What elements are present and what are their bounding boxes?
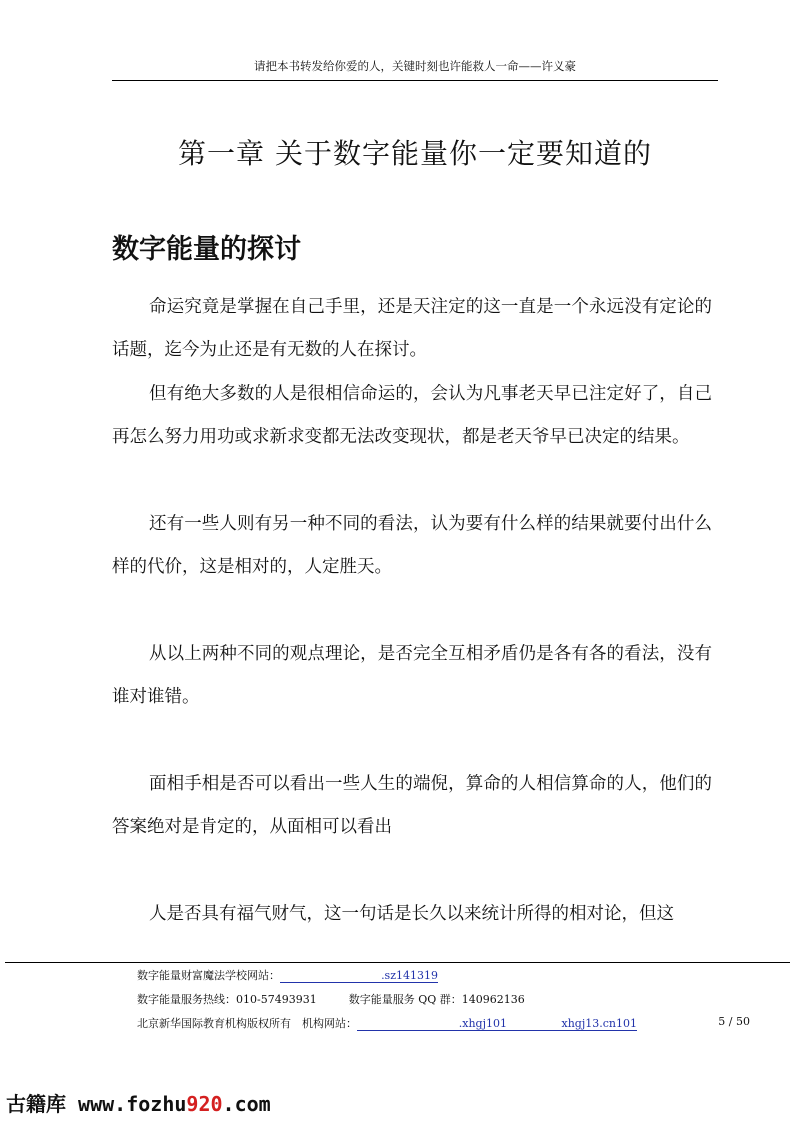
paragraph-2: 但有绝大多数的人是很相信命运的，会认为凡事老天早已注定好了，自己再怎么努力用功或求新求变都无法改变现状，都是老天爷早已决定的结果。 <box>112 384 712 447</box>
page-number: 5 / 50 <box>718 1015 750 1028</box>
footer-site-link-2[interactable]: xhgj13.cn101 <box>507 1017 637 1031</box>
footer-school-line <box>137 967 438 983</box>
paragraph-4: 从以上两种不同的观点理论，是否完全互相矛盾仍是各有各的看法，没有谁对谁错。 <box>112 644 712 707</box>
watermark <box>6 1088 271 1117</box>
page-header: 请把本书转发给你爱的人，关键时刻也许能救人一命——许义豪 <box>254 59 576 73</box>
footer-contact-line <box>137 991 525 1007</box>
paragraph-6: 人是否具有福气财气，这一句话是长久以来统计所得的相对论，但这 <box>149 904 674 924</box>
footer-site-link-1[interactable]: .xhgj101 <box>357 1017 507 1031</box>
watermark-accent: 920 <box>186 1092 223 1116</box>
paragraph-5: 面相手相是否可以看出一些人生的端倪，算命的人相信算命的人，他们的答案绝对是肯定的，从面相可以看出 <box>112 774 712 837</box>
footer-copyright: 北京新华国际教育机构版权所有 机构网站： <box>137 1017 357 1030</box>
watermark-suffix: .com <box>222 1092 271 1116</box>
footer-copyright-line <box>137 1015 637 1031</box>
paragraph-3: 还有一些人则有另一种不同的看法，认为要有什么样的结果就要付出什么样的代价，这是相对的，人定胜天。 <box>112 514 712 577</box>
header-divider <box>112 80 718 81</box>
footer-hotline: 数字能量服务热线：010-57493931 <box>137 993 317 1006</box>
chapter-title: 第一章 关于数字能量你一定要知道的 <box>178 137 652 170</box>
watermark-prefix: 古籍库 www.fozhu <box>6 1092 187 1116</box>
footer-school-label: 数字能量财富魔法学校网站： <box>137 969 280 982</box>
paragraph-1: 命运究竟是掌握在自己手里，还是天注定的这一直是一个永远没有定论的话题，迄今为止还是有无数的人在探讨。 <box>112 297 712 360</box>
footer-school-link[interactable]: .sz141319 <box>280 969 438 983</box>
footer-divider <box>5 962 790 963</box>
footer-qq: 数字能量服务 QQ 群：140962136 <box>348 993 525 1006</box>
section-title: 数字能量的探讨 <box>112 234 301 265</box>
